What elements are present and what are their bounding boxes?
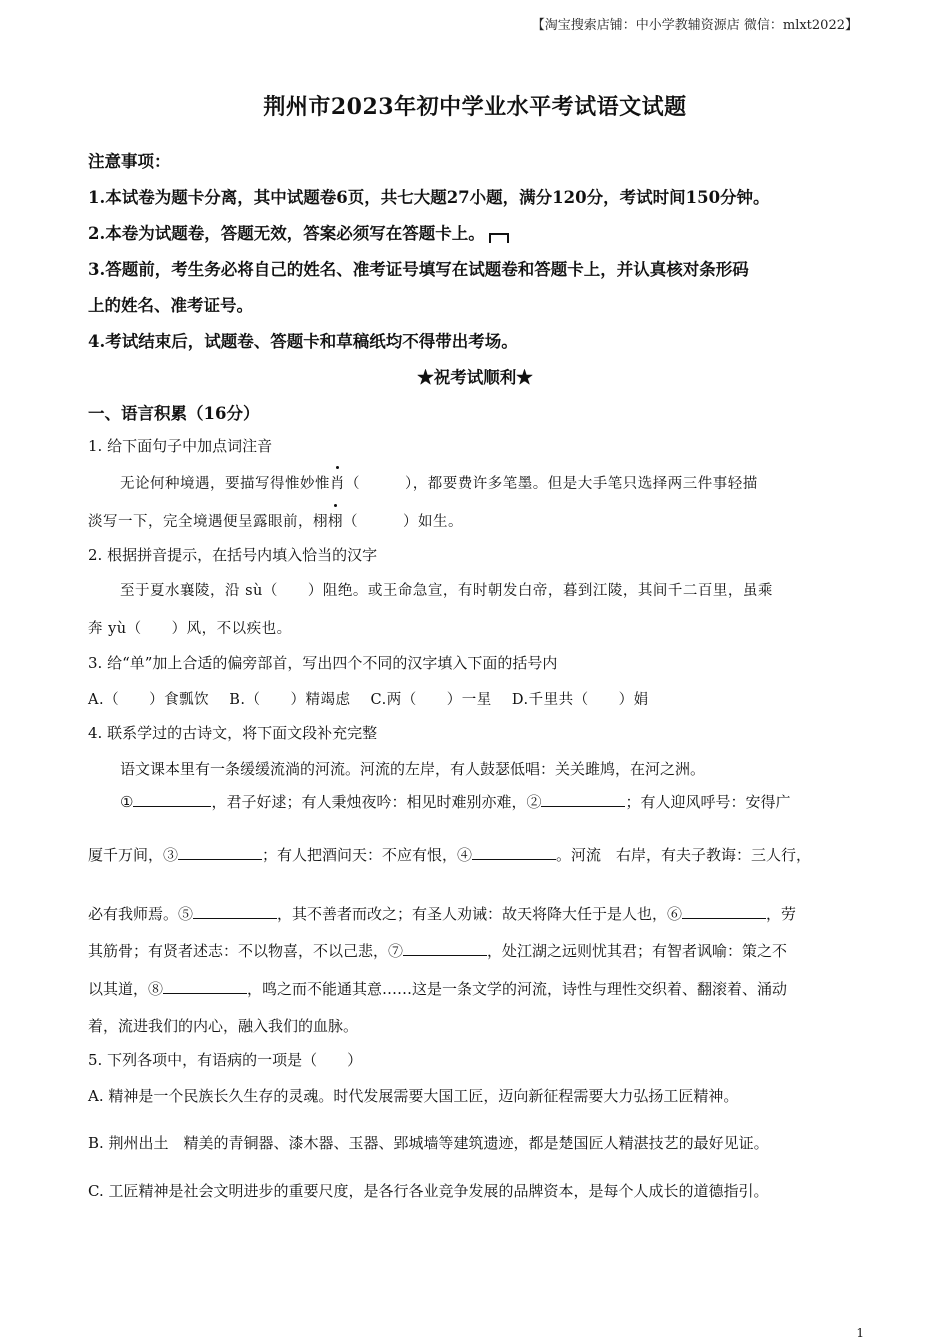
q4-para-5	[88, 940, 787, 961]
section-1-heading: 一、语言积累（16分）	[88, 404, 260, 423]
q1-line-2-text-b: （ ）如生。	[343, 514, 463, 530]
q4-para-3	[88, 844, 811, 865]
q4-stem: 4. 联系学过的古诗文，将下面文段补充完整	[88, 724, 378, 742]
q2-stem: 2. 根据拼音提示，在括号内填入恰当的汉字	[88, 546, 378, 564]
q1-line-2-text-a: 淡写一下，完全境遇便呈露眼前，栩	[88, 514, 328, 530]
answer-blank-4[interactable]	[472, 845, 556, 860]
q2-line-1: 至于夏水襄陵，沿 sù（ ）阻绝。或王命急宣，有时朝发白帝，暮到江陵，其间千二百里，虽乘	[120, 583, 773, 599]
q5-option-a: A. 精神是一个民族长久生存的灵魂。时代发展需要大国工匠，迈向新征程需要大力弘扬工匠精神。	[88, 1087, 739, 1105]
notice-item-2	[88, 220, 509, 244]
notice-item-1: 1.本试卷为题卡分离，其中试题卷6页，共七大题27小题，满分120分，考试时间150分钟。	[88, 188, 770, 207]
q1-line-2	[88, 510, 463, 531]
q4-p5-b: ，处江湖之远则忧其君；有智者讽喻：策之不	[487, 942, 788, 960]
q1-stem: 1. 给下面句子中加点词注音	[88, 437, 273, 455]
q4-p3-c: 。河流 右岸，有夫子教诲：三人行，	[556, 846, 812, 864]
answer-blank-6[interactable]	[682, 904, 766, 919]
answer-blank-7[interactable]	[403, 941, 487, 956]
q1-line-1-text-b: （ ），都要费许多笔墨。但是大手笔只选择两三件事轻描	[345, 476, 758, 492]
q5-option-c: C. 工匠精神是社会文明进步的重要尺度，是各行各业竞争发展的品牌资本，是每个人成长的道德指引。	[88, 1182, 769, 1200]
q4-para-7: 着，流进我们的内心，融入我们的血脉。	[88, 1017, 359, 1035]
notice-heading: 注意事项：	[88, 152, 171, 171]
answer-blank-1[interactable]	[133, 792, 211, 807]
notice-item-3-cont: 上的姓名、准考证号。	[88, 296, 253, 315]
dotted-char: 栩	[328, 510, 343, 531]
q5-option-b: B. 荆州出土 精美的青铜器、漆木器、玉器、郢城墙等建筑遗迹，都是楚国匠人精湛技艺的最好见证。	[88, 1134, 769, 1152]
q2-line-2: 奔 yù（ ）风，不以疾也。	[88, 621, 292, 637]
q4-para-6	[88, 978, 787, 999]
q4-p2-b: ，君子好逑；有人秉烛夜吟：相见时难别亦难，②	[211, 793, 542, 811]
q4-p2-a: ①	[120, 793, 134, 811]
notice-item-2-text: 2.本卷为试题卷，答题无效，答案必须写在答题卡上。	[88, 224, 485, 243]
q4-para-1: 语文课本里有一条缓缓流淌的河流。河流的左岸，有人鼓瑟低唱：关关雎鸠，在河之洲。	[120, 760, 706, 778]
q4-p6-a: 以其道，⑧	[88, 980, 164, 998]
q3-options: A.（ ）食瓢饮 B.（ ）精竭虑 C.两（ ）一星 D.千里共（ ）娟	[88, 692, 649, 708]
answer-blank-2[interactable]	[541, 792, 625, 807]
q4-p3-b: ；有人把酒问天：不应有恨，④	[262, 846, 473, 864]
q4-p4-a: 必有我师焉。⑤	[88, 905, 194, 923]
q4-para-2	[120, 791, 790, 812]
q4-p4-b: ，其不善者而改之；有圣人劝诫：故天将降大任于是人也，⑥	[277, 905, 683, 923]
q4-p2-c: ；有人迎风呼号：安得广	[625, 793, 791, 811]
header-note: 【淘宝搜索店铺：中小学教辅资源店 微信：mlxt2022】	[531, 18, 858, 33]
answer-blank-8[interactable]	[163, 979, 247, 994]
wish-line: ★祝考试顺利★	[417, 368, 533, 387]
correction-mark-icon	[489, 233, 509, 243]
q3-stem: 3. 给“单”加上合适的偏旁部首，写出四个不同的汉字填入下面的括号内	[88, 654, 558, 672]
answer-blank-5[interactable]	[193, 904, 277, 919]
q4-p5-a: 其筋骨；有贤者述志：不以物喜，不以己悲，⑦	[88, 942, 404, 960]
q4-para-4	[88, 903, 796, 924]
q1-line-1-text-a: 无论何种境遇，要描写得惟妙惟	[120, 476, 330, 492]
q1-line-1	[120, 472, 758, 493]
page-title: 荆州市2023年初中学业水平考试语文试题	[263, 94, 687, 120]
answer-blank-3[interactable]	[178, 845, 262, 860]
q4-p3-a: 厦千万间，③	[88, 846, 179, 864]
q4-p6-b: ，鸣之而不能通其意……这是一条文学的河流，诗性与理性交织着、翻滚着、涌动	[247, 980, 788, 998]
q4-p4-c: ，劳	[766, 905, 797, 923]
dotted-char: 肖	[330, 472, 345, 493]
notice-item-4: 4.考试结束后，试题卷、答题卡和草稿纸均不得带出考场。	[88, 332, 518, 351]
page-number: 1	[856, 1326, 864, 1340]
q5-stem: 5. 下列各项中，有语病的一项是（ ）	[88, 1051, 363, 1069]
notice-item-3: 3.答题前，考生务必将自己的姓名、准考证号填写在试题卷和答题卡上，并认真核对条形码	[88, 260, 749, 279]
